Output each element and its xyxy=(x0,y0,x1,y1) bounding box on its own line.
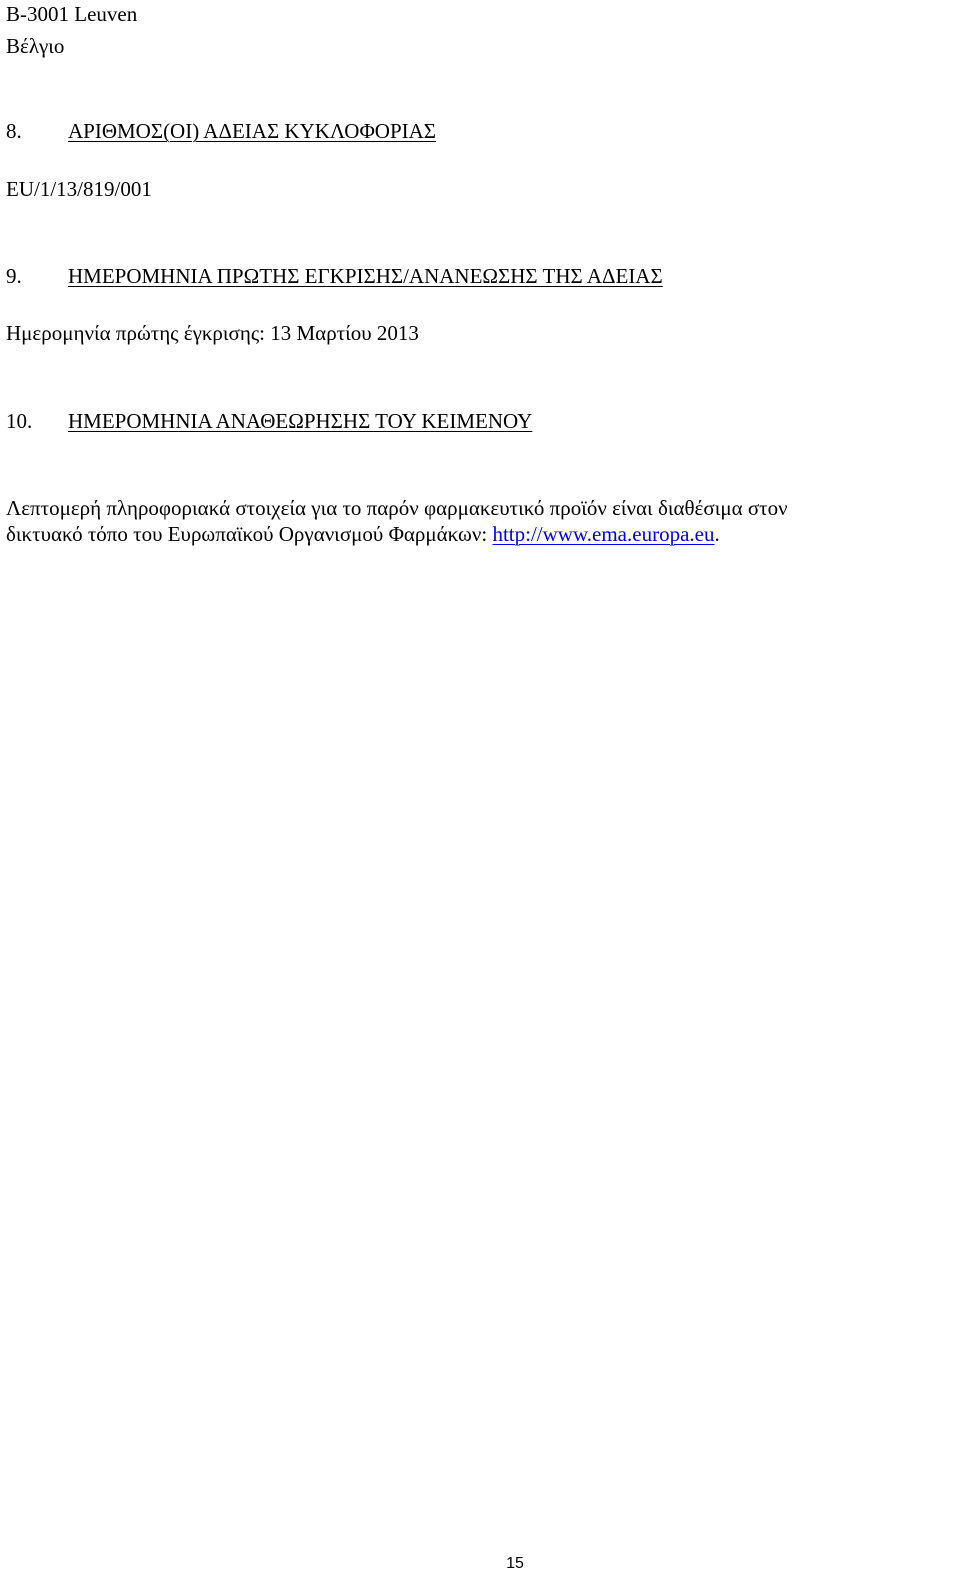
page-number: 15 xyxy=(506,1555,524,1572)
section-9-heading xyxy=(6,263,663,289)
info-paragraph-line-2-text: δικτυακό τόπο του Ευρωπαϊκού Οργανισμού Φαρμάκων: xyxy=(6,522,493,546)
address-line-city: B-3001 Leuven xyxy=(6,2,138,26)
marketing-authorisation-number: EU/1/13/819/001 xyxy=(6,177,152,201)
section-8-number: 8. xyxy=(6,119,22,143)
ema-website-link[interactable]: http://www.ema.europa.eu xyxy=(492,522,715,546)
section-10-heading xyxy=(6,408,532,434)
info-paragraph xyxy=(6,495,956,547)
info-paragraph-line-1: Λεπτομερή πληροφοριακά στοιχεία για το παρόν φαρμακευτικό προϊόν είναι διαθέσιμα στον xyxy=(6,496,788,520)
section-10-number: 10. xyxy=(6,409,33,433)
section-9-number: 9. xyxy=(6,264,22,288)
section-8-heading xyxy=(6,118,436,144)
section-8-title: ΑΡΙΘΜΟΣ(ΟΙ) ΑΔΕΙΑΣ ΚΥΚΛΟΦΟΡΙΑΣ xyxy=(68,119,437,143)
address-line-country: Βέλγιο xyxy=(6,34,65,58)
section-9-title: ΗΜΕΡΟΜΗΝΙΑ ΠΡΩΤΗΣ ΕΓΚΡΙΣΗΣ/ΑΝΑΝΕΩΣΗΣ ΤΗΣ ΑΔΕΙΑΣ xyxy=(68,264,663,288)
info-paragraph-period: . xyxy=(714,522,720,546)
info-paragraph-line-2 xyxy=(6,521,956,547)
section-10-title: ΗΜΕΡΟΜΗΝΙΑ ΑΝΑΘΕΩΡΗΣΗΣ ΤΟΥ ΚΕΙΜΕΝΟΥ xyxy=(68,409,533,433)
first-authorisation-date: Ημερομηνία πρώτης έγκρισης: 13 Μαρτίου 2013 xyxy=(6,321,419,345)
